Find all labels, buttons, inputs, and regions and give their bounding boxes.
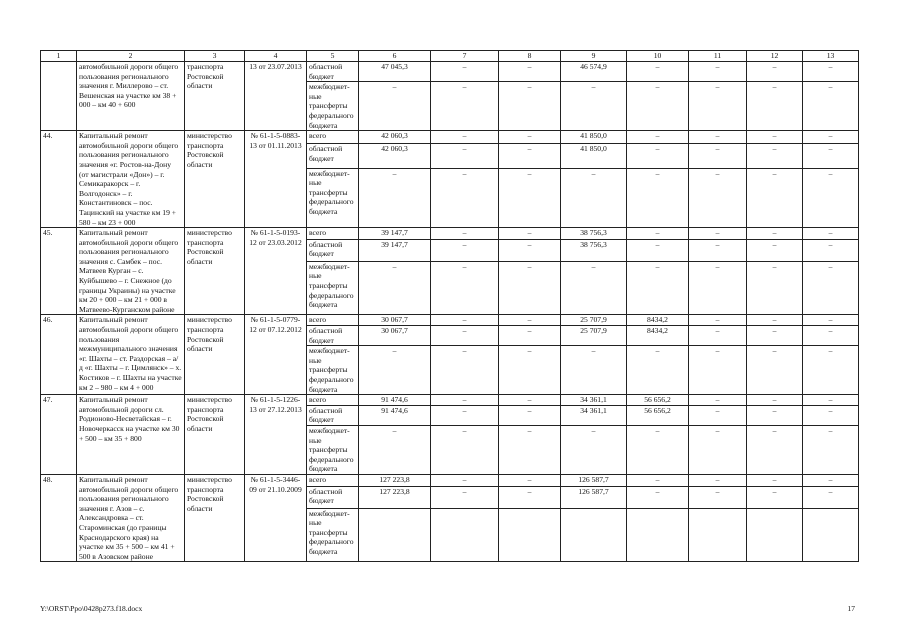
amount-cell: –: [689, 228, 747, 240]
amount-cell: –: [499, 486, 561, 508]
amount-cell: [359, 508, 431, 562]
amount-cell: –: [627, 425, 689, 474]
entry-number-cell: 45.: [41, 228, 77, 315]
amount-cell: –: [499, 131, 561, 144]
expertise-doc-cell: № 61-1-5-1226-13 от 27.12.2013: [245, 395, 307, 475]
amount-cell: –: [747, 346, 803, 395]
funding-source-cell: межбюджет-ные трансферты федерального бюджета: [307, 346, 359, 395]
amount-cell: –: [499, 395, 561, 406]
amount-cell: –: [689, 425, 747, 474]
amount-cell: –: [747, 395, 803, 406]
amount-cell: –: [689, 486, 747, 508]
amount-cell: –: [627, 168, 689, 228]
amount-cell: –: [689, 131, 747, 144]
amount-cell: –: [359, 425, 431, 474]
amount-cell: 56 656,2: [627, 395, 689, 406]
funding-source-cell: межбюджет-ные трансферты федерального бюджета: [307, 82, 359, 131]
amount-cell: 91 474,6: [359, 405, 431, 425]
amount-cell: 41 850,0: [561, 144, 627, 169]
amount-cell: –: [803, 425, 859, 474]
entry-number-cell: 48.: [41, 474, 77, 561]
amount-cell: –: [561, 425, 627, 474]
amount-cell: –: [431, 405, 499, 425]
amount-cell: [499, 508, 561, 562]
amount-cell: 38 756,3: [561, 228, 627, 240]
amount-cell: [689, 508, 747, 562]
amount-cell: –: [431, 62, 499, 82]
amount-cell: –: [803, 405, 859, 425]
amount-cell: –: [803, 395, 859, 406]
amount-cell: –: [803, 62, 859, 82]
customer-cell: министерство транспорта Ростовской области: [185, 315, 245, 395]
amount-cell: 91 474,6: [359, 395, 431, 406]
amount-cell: 34 361,1: [561, 395, 627, 406]
amount-cell: 25 707,9: [561, 326, 627, 346]
entry-number-cell: 46.: [41, 315, 77, 395]
column-number-cell: 10: [627, 51, 689, 62]
amount-cell: –: [747, 425, 803, 474]
amount-cell: –: [689, 144, 747, 169]
amount-cell: 42 060,3: [359, 144, 431, 169]
funding-source-cell: всего: [307, 131, 359, 144]
amount-cell: –: [499, 82, 561, 131]
amount-cell: –: [747, 474, 803, 486]
funding-source-cell: межбюджет-ные трансферты федерального бюджета: [307, 508, 359, 562]
amount-cell: –: [627, 474, 689, 486]
program-table: [40, 50, 859, 562]
amount-cell: –: [689, 239, 747, 261]
table-row: [41, 228, 859, 240]
amount-cell: –: [431, 474, 499, 486]
amount-cell: –: [499, 62, 561, 82]
customer-cell: министерство транспорта Ростовской области: [185, 395, 245, 475]
amount-cell: 56 656,2: [627, 405, 689, 425]
customer-cell: министерство транспорта Ростовской области: [185, 131, 245, 228]
amount-cell: 38 756,3: [561, 239, 627, 261]
amount-cell: –: [747, 315, 803, 326]
amount-cell: –: [689, 315, 747, 326]
amount-cell: –: [431, 239, 499, 261]
amount-cell: –: [431, 82, 499, 131]
amount-cell: –: [627, 62, 689, 82]
amount-cell: –: [689, 395, 747, 406]
object-name-cell: Капитальный ремонт автомобильной дороги общего пользования регионального значения с. Самбек – пос. Матвеев Курган – с. Куйбышево – г. Снежное (до границы Украины) на участке км 20 + 000 – км 21 + 000 в Матвеево-Курганском районе: [77, 228, 185, 315]
amount-cell: –: [499, 346, 561, 395]
amount-cell: [747, 508, 803, 562]
funding-source-cell: межбюджет-ные трансферты федерального бюджета: [307, 261, 359, 315]
amount-cell: 30 067,7: [359, 315, 431, 326]
amount-cell: –: [627, 131, 689, 144]
amount-cell: 39 147,7: [359, 228, 431, 240]
amount-cell: –: [431, 168, 499, 228]
amount-cell: –: [431, 228, 499, 240]
table-row: [41, 395, 859, 406]
funding-source-cell: областной бюджет: [307, 62, 359, 82]
amount-cell: –: [627, 486, 689, 508]
column-number-cell: 7: [431, 51, 499, 62]
funding-source-cell: межбюджет-ные трансферты федерального бюджета: [307, 425, 359, 474]
amount-cell: 126 587,7: [561, 486, 627, 508]
amount-cell: –: [803, 82, 859, 131]
amount-cell: –: [803, 239, 859, 261]
page-number: 17: [847, 604, 855, 613]
amount-cell: –: [803, 168, 859, 228]
amount-cell: –: [359, 82, 431, 131]
amount-cell: –: [627, 228, 689, 240]
funding-source-cell: областной бюджет: [307, 326, 359, 346]
amount-cell: 127 223,8: [359, 474, 431, 486]
column-number-cell: 2: [77, 51, 185, 62]
amount-cell: 30 067,7: [359, 326, 431, 346]
amount-cell: 8434,2: [627, 326, 689, 346]
amount-cell: –: [499, 168, 561, 228]
amount-cell: –: [689, 326, 747, 346]
amount-cell: –: [561, 346, 627, 395]
amount-cell: –: [747, 144, 803, 169]
amount-cell: 127 223,8: [359, 486, 431, 508]
amount-cell: –: [689, 168, 747, 228]
entry-number-cell: [41, 62, 77, 131]
amount-cell: –: [803, 315, 859, 326]
amount-cell: –: [803, 346, 859, 395]
amount-cell: –: [561, 261, 627, 315]
column-number-cell: 3: [185, 51, 245, 62]
amount-cell: –: [747, 62, 803, 82]
expertise-doc-cell: № 61-1-5-0193-12 от 23.03.2012: [245, 228, 307, 315]
expertise-doc-cell: № 61-1-5-3446-09 от 21.10.2009: [245, 474, 307, 561]
funding-source-cell: всего: [307, 228, 359, 240]
column-number-row: [41, 51, 859, 62]
funding-source-cell: областной бюджет: [307, 405, 359, 425]
amount-cell: –: [499, 239, 561, 261]
object-name-cell: автомобильной дороги общего пользования регионального значения г. Миллерово – ст. Вешенская на участке км 38 + 000 – км 40 + 600: [77, 62, 185, 131]
funding-source-cell: всего: [307, 395, 359, 406]
amount-cell: –: [747, 239, 803, 261]
amount-cell: –: [431, 326, 499, 346]
amount-cell: [803, 508, 859, 562]
amount-cell: –: [359, 346, 431, 395]
object-name-cell: Капитальный ремонт автомобильной дороги общего пользования межмуниципального значения «г. Шахты – ст. Раздорская – а/д «г. Шахты – г. Цимлянск» – х. Костиков – г. Шахты на участке км 2 – 980 – км 4 + 000: [77, 315, 185, 395]
column-number-cell: 5: [307, 51, 359, 62]
object-name-cell: Капитальный ремонт автомобильной дороги общего пользования регионального значения г. Азов – с. Александровка – ст. Староминская (до границы Краснодарского края) на участке км 35 + 500 – км 41 + 500 в Азовском районе: [77, 474, 185, 561]
funding-source-cell: областной бюджет: [307, 486, 359, 508]
amount-cell: –: [803, 131, 859, 144]
amount-cell: –: [359, 168, 431, 228]
amount-cell: –: [747, 486, 803, 508]
amount-cell: –: [803, 228, 859, 240]
funding-source-cell: всего: [307, 315, 359, 326]
amount-cell: –: [431, 425, 499, 474]
entry-number-cell: 47.: [41, 395, 77, 475]
amount-cell: –: [747, 168, 803, 228]
amount-cell: –: [431, 131, 499, 144]
amount-cell: –: [499, 425, 561, 474]
table-row: [41, 62, 859, 82]
amount-cell: 47 045,3: [359, 62, 431, 82]
amount-cell: –: [499, 261, 561, 315]
amount-cell: [431, 508, 499, 562]
customer-cell: министерство транспорта Ростовской области: [185, 474, 245, 561]
amount-cell: –: [627, 239, 689, 261]
amount-cell: 126 587,7: [561, 474, 627, 486]
amount-cell: –: [803, 486, 859, 508]
amount-cell: –: [747, 82, 803, 131]
entry-number-cell: 44.: [41, 131, 77, 228]
amount-cell: 41 850,0: [561, 131, 627, 144]
amount-cell: [561, 508, 627, 562]
amount-cell: –: [499, 315, 561, 326]
amount-cell: –: [689, 261, 747, 315]
column-number-cell: 13: [803, 51, 859, 62]
column-number-cell: 6: [359, 51, 431, 62]
amount-cell: 46 574,9: [561, 62, 627, 82]
amount-cell: [627, 508, 689, 562]
amount-cell: –: [747, 131, 803, 144]
funding-source-cell: всего: [307, 474, 359, 486]
amount-cell: 8434,2: [627, 315, 689, 326]
amount-cell: –: [689, 405, 747, 425]
expertise-doc-cell: № 61-1-5-0779-12 от 07.12.2012: [245, 315, 307, 395]
table-row: [41, 474, 859, 486]
column-number-cell: 4: [245, 51, 307, 62]
amount-cell: –: [359, 261, 431, 315]
amount-cell: –: [561, 168, 627, 228]
column-number-cell: 8: [499, 51, 561, 62]
amount-cell: –: [689, 346, 747, 395]
amount-cell: –: [431, 261, 499, 315]
object-name-cell: Капитальный ремонт автомобильной дороги общего пользования регионального значения «г. Ростов-на-Дону (от магистрали «Дон») – г. Семикаракорск – г. Волгодонск» – г. Константиновск – пос. Тацинский на участке км 19 + 580 – км 23 + 000: [77, 131, 185, 228]
table-row: [41, 315, 859, 326]
amount-cell: –: [499, 144, 561, 169]
amount-cell: –: [747, 326, 803, 346]
column-number-cell: 1: [41, 51, 77, 62]
table-row: [41, 131, 859, 144]
column-number-cell: 9: [561, 51, 627, 62]
object-name-cell: Капитальный ремонт автомобильной дороги сл. Родионово-Несветайская – г. Новочеркасск на участке км 30 + 500 – км 35 + 800: [77, 395, 185, 475]
expertise-doc-cell: 13 от 23.07.2013: [245, 62, 307, 131]
amount-cell: –: [803, 261, 859, 315]
amount-cell: 25 707,9: [561, 315, 627, 326]
amount-cell: –: [431, 395, 499, 406]
expertise-doc-cell: № 61-1-5-0883-13 от 01.11.2013: [245, 131, 307, 228]
amount-cell: –: [431, 486, 499, 508]
amount-cell: –: [499, 228, 561, 240]
column-number-cell: 11: [689, 51, 747, 62]
document-path: Y:\ORST\Ppo\0428p273.f18.docx: [40, 604, 143, 613]
amount-cell: –: [803, 474, 859, 486]
amount-cell: –: [689, 82, 747, 131]
amount-cell: 39 147,7: [359, 239, 431, 261]
amount-cell: –: [747, 228, 803, 240]
funding-source-cell: областной бюджет: [307, 144, 359, 169]
amount-cell: –: [627, 82, 689, 131]
amount-cell: –: [431, 346, 499, 395]
funding-source-cell: областной бюджет: [307, 239, 359, 261]
amount-cell: –: [627, 346, 689, 395]
amount-cell: 42 060,3: [359, 131, 431, 144]
amount-cell: –: [747, 261, 803, 315]
amount-cell: –: [499, 405, 561, 425]
amount-cell: –: [499, 474, 561, 486]
amount-cell: –: [627, 261, 689, 315]
amount-cell: –: [747, 405, 803, 425]
amount-cell: –: [803, 326, 859, 346]
funding-source-cell: межбюджет-ные трансферты федерального бюджета: [307, 168, 359, 228]
amount-cell: –: [431, 315, 499, 326]
amount-cell: –: [499, 326, 561, 346]
amount-cell: –: [627, 144, 689, 169]
amount-cell: –: [561, 82, 627, 131]
amount-cell: 34 361,1: [561, 405, 627, 425]
customer-cell: министерство транспорта Ростовской области: [185, 228, 245, 315]
amount-cell: –: [431, 144, 499, 169]
amount-cell: –: [803, 144, 859, 169]
customer-cell: транспорта Ростовской области: [185, 62, 245, 131]
amount-cell: –: [689, 62, 747, 82]
column-number-cell: 12: [747, 51, 803, 62]
amount-cell: –: [689, 474, 747, 486]
